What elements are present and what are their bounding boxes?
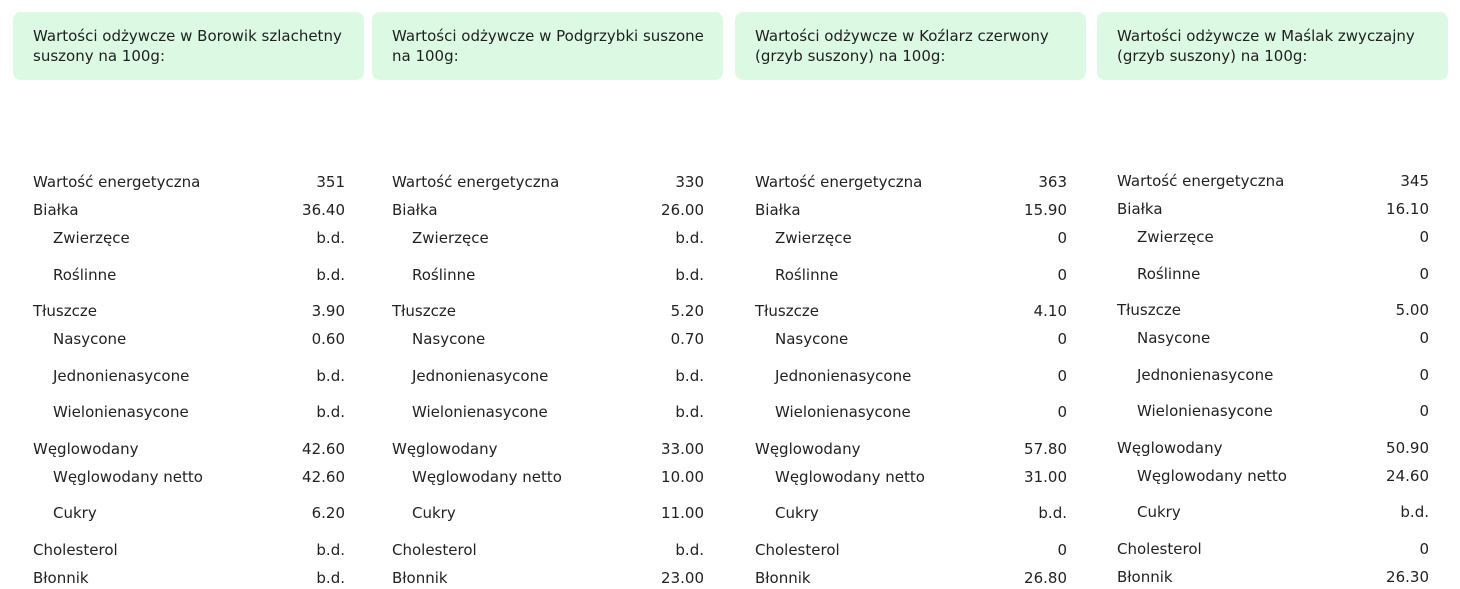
nutrition-column-borowik — [13, 12, 364, 587]
row-fat — [392, 300, 704, 322]
row-label: Węglowodany — [392, 440, 498, 458]
row-value: b.d. — [675, 367, 704, 385]
row-value: 0 — [1419, 329, 1429, 347]
row-value: b.d. — [316, 403, 345, 421]
row-value: 0 — [1419, 366, 1429, 384]
column-title: Wartości odżywcze w Koźlarz czerwony (grzyb suszony) na 100g: — [735, 12, 1086, 80]
row-fat-saturated — [392, 328, 704, 350]
row-value: b.d. — [316, 541, 345, 559]
row-label: Tłuszcze — [1117, 301, 1181, 319]
row-fat-saturated — [1117, 327, 1429, 349]
row-label: Jednonienasycone — [412, 367, 549, 385]
row-sugars — [755, 502, 1067, 524]
row-carbs — [392, 438, 704, 460]
row-protein-plant — [33, 264, 345, 286]
row-label: Węglowodany — [33, 440, 139, 458]
row-value: 5.00 — [1395, 301, 1429, 319]
row-value: 42.60 — [302, 440, 345, 458]
row-value: 3.90 — [311, 302, 345, 320]
row-label: Błonnik — [755, 569, 811, 587]
row-label: Błonnik — [33, 569, 89, 587]
row-value: b.d. — [316, 229, 345, 247]
row-fat-poly — [33, 401, 345, 423]
row-carbs-net — [392, 466, 704, 488]
row-value: 0 — [1419, 265, 1429, 283]
row-label: Cukry — [1137, 503, 1181, 521]
row-cholesterol — [755, 539, 1067, 561]
row-label: Roślinne — [53, 266, 117, 284]
row-fiber — [33, 567, 345, 589]
row-energy — [1117, 170, 1429, 192]
row-value: 31.00 — [1024, 468, 1067, 486]
row-value: 57.80 — [1024, 440, 1067, 458]
row-value: 0 — [1057, 229, 1067, 247]
row-value: 0.70 — [670, 330, 704, 348]
row-value: 0 — [1057, 541, 1067, 559]
row-value: 345 — [1400, 172, 1429, 190]
row-value: 0 — [1419, 228, 1429, 246]
row-value: 16.10 — [1386, 200, 1429, 218]
row-value: 0 — [1057, 367, 1067, 385]
row-label: Błonnik — [392, 569, 448, 587]
row-carbs — [1117, 437, 1429, 459]
row-value: 4.10 — [1033, 302, 1067, 320]
row-value: b.d. — [316, 266, 345, 284]
row-label: Zwierzęce — [1137, 228, 1214, 246]
row-protein-plant — [1117, 263, 1429, 285]
row-protein — [33, 199, 345, 221]
row-label: Cholesterol — [755, 541, 840, 559]
row-value: 6.20 — [311, 504, 345, 522]
row-label: Zwierzęce — [775, 229, 852, 247]
row-protein-animal — [1117, 226, 1429, 248]
row-value: 0 — [1419, 540, 1429, 558]
row-value: 0 — [1057, 330, 1067, 348]
row-cholesterol — [33, 539, 345, 561]
row-label: Nasycone — [775, 330, 849, 348]
row-label: Jednonienasycone — [53, 367, 190, 385]
row-label: Wartość energetyczna — [33, 173, 201, 191]
row-fiber — [755, 567, 1067, 589]
row-label: Białka — [33, 201, 79, 219]
row-label: Błonnik — [1117, 568, 1173, 586]
row-label: Białka — [392, 201, 438, 219]
row-label: Białka — [1117, 200, 1163, 218]
row-label: Wielonienasycone — [1137, 402, 1273, 420]
column-title: Wartości odżywcze w Podgrzybki suszone na 100g: — [372, 12, 723, 80]
row-fat — [33, 300, 345, 322]
row-label: Nasycone — [412, 330, 486, 348]
row-label: Cukry — [775, 504, 819, 522]
row-value: 11.00 — [661, 504, 704, 522]
row-value: 33.00 — [661, 440, 704, 458]
row-label: Węglowodany netto — [412, 468, 562, 486]
row-value: 5.20 — [670, 302, 704, 320]
row-value: 36.40 — [302, 201, 345, 219]
row-protein-plant — [392, 264, 704, 286]
row-value: 42.60 — [302, 468, 345, 486]
row-value: b.d. — [675, 229, 704, 247]
row-label: Węglowodany — [1117, 439, 1223, 457]
row-label: Wielonienasycone — [412, 403, 548, 421]
row-fat-poly — [392, 401, 704, 423]
row-value: 50.90 — [1386, 439, 1429, 457]
nutrition-column-maslak — [1097, 12, 1448, 586]
row-fat-mono — [755, 365, 1067, 387]
row-label: Wartość energetyczna — [755, 173, 923, 191]
row-value: 0.60 — [311, 330, 345, 348]
row-fiber — [1117, 566, 1429, 588]
row-protein-plant — [755, 264, 1067, 286]
row-label: Nasycone — [53, 330, 127, 348]
row-fat-saturated — [755, 328, 1067, 350]
row-label: Cholesterol — [1117, 540, 1202, 558]
row-value: 0 — [1419, 402, 1429, 420]
row-protein — [1117, 198, 1429, 220]
row-protein-animal — [755, 227, 1067, 249]
row-value: 363 — [1038, 173, 1067, 191]
row-fat — [1117, 299, 1429, 321]
row-protein — [755, 199, 1067, 221]
row-protein-animal — [392, 227, 704, 249]
row-label: Białka — [755, 201, 801, 219]
row-value: b.d. — [675, 541, 704, 559]
row-label: Jednonienasycone — [775, 367, 912, 385]
row-carbs — [755, 438, 1067, 460]
row-label: Cukry — [412, 504, 456, 522]
row-fat-mono — [392, 365, 704, 387]
row-label: Roślinne — [412, 266, 476, 284]
row-fat-mono — [33, 365, 345, 387]
row-label: Cukry — [53, 504, 97, 522]
row-label: Tłuszcze — [392, 302, 456, 320]
row-sugars — [392, 502, 704, 524]
row-label: Zwierzęce — [53, 229, 130, 247]
row-carbs-net — [33, 466, 345, 488]
row-label: Roślinne — [775, 266, 839, 284]
row-value: b.d. — [675, 266, 704, 284]
column-title: Wartości odżywcze w Maślak zwyczajny (grzyb suszony) na 100g: — [1097, 12, 1448, 80]
row-label: Zwierzęce — [412, 229, 489, 247]
row-value: 23.00 — [661, 569, 704, 587]
row-label: Węglowodany netto — [1137, 467, 1287, 485]
row-value: b.d. — [316, 569, 345, 587]
nutrition-column-kozlarz — [735, 12, 1086, 587]
row-label: Nasycone — [1137, 329, 1211, 347]
row-label: Tłuszcze — [33, 302, 97, 320]
row-cholesterol — [392, 539, 704, 561]
row-value: 15.90 — [1024, 201, 1067, 219]
row-label: Węglowodany netto — [53, 468, 203, 486]
row-value: b.d. — [1038, 504, 1067, 522]
row-carbs — [33, 438, 345, 460]
row-energy — [755, 171, 1067, 193]
row-fat-poly — [1117, 400, 1429, 422]
row-value: 351 — [316, 173, 345, 191]
row-fat-saturated — [33, 328, 345, 350]
row-value: 26.00 — [661, 201, 704, 219]
row-label: Wartość energetyczna — [392, 173, 560, 191]
row-label: Węglowodany — [755, 440, 861, 458]
row-value: 330 — [675, 173, 704, 191]
row-value: 26.30 — [1386, 568, 1429, 586]
row-label: Tłuszcze — [755, 302, 819, 320]
row-value: b.d. — [316, 367, 345, 385]
row-fat-poly — [755, 401, 1067, 423]
row-value: 24.60 — [1386, 467, 1429, 485]
row-cholesterol — [1117, 538, 1429, 560]
row-carbs-net — [1117, 465, 1429, 487]
nutrition-column-podgrzybki — [372, 12, 723, 587]
row-label: Wielonienasycone — [53, 403, 189, 421]
row-label: Wielonienasycone — [775, 403, 911, 421]
row-label: Cholesterol — [392, 541, 477, 559]
row-value: 0 — [1057, 403, 1067, 421]
row-label: Węglowodany netto — [775, 468, 925, 486]
row-carbs-net — [755, 466, 1067, 488]
row-protein-animal — [33, 227, 345, 249]
row-label: Jednonienasycone — [1137, 366, 1274, 384]
row-fiber — [392, 567, 704, 589]
row-value: b.d. — [1400, 503, 1429, 521]
row-value: 26.80 — [1024, 569, 1067, 587]
row-sugars — [33, 502, 345, 524]
row-label: Roślinne — [1137, 265, 1201, 283]
row-label: Cholesterol — [33, 541, 118, 559]
row-value: 0 — [1057, 266, 1067, 284]
row-sugars — [1117, 501, 1429, 523]
row-label: Wartość energetyczna — [1117, 172, 1285, 190]
row-fat — [755, 300, 1067, 322]
column-title: Wartości odżywcze w Borowik szlachetny suszony na 100g: — [13, 12, 364, 80]
row-energy — [392, 171, 704, 193]
row-value: 10.00 — [661, 468, 704, 486]
row-fat-mono — [1117, 364, 1429, 386]
row-value: b.d. — [675, 403, 704, 421]
row-protein — [392, 199, 704, 221]
row-energy — [33, 171, 345, 193]
